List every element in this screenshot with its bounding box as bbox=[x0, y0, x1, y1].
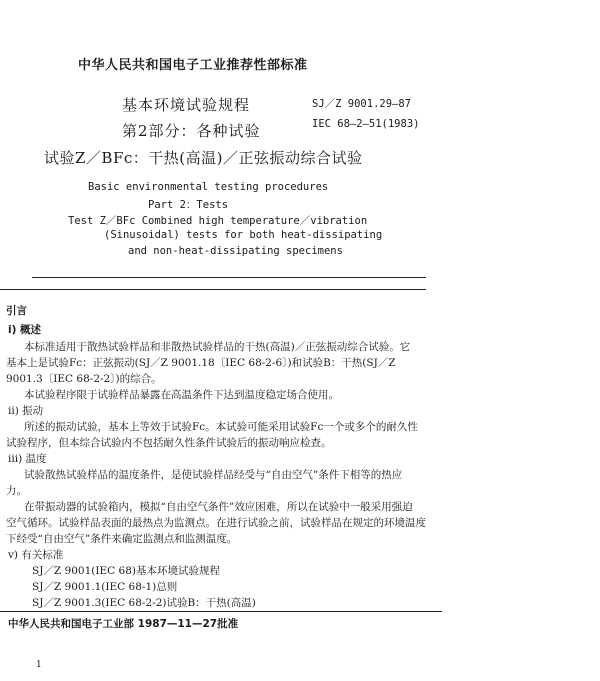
section-1-para1-line3: 9001.3〔IEC 68-2-2〕)的综合。 bbox=[6, 373, 162, 385]
title-en-line1: Basic environmental testing procedures bbox=[88, 181, 329, 193]
section-2-para1-line2: 试验程序，但本综合试验内不包括耐久性条件试验后的振动响应检查。 bbox=[6, 437, 332, 449]
title-en-line2: Part 2：Tests bbox=[148, 199, 229, 211]
header-divider-top bbox=[32, 277, 426, 278]
section-5-heading: v) 有关标准 bbox=[8, 549, 64, 561]
section-1-para1-line1: 本标准适用于散热试验样品和非散热试验样品的干热(高温)／正弦振动综合试验。它 bbox=[24, 341, 411, 353]
section-3-para1-line2: 力。 bbox=[6, 485, 27, 497]
section-1-para1-line2: 基本上是试验Fc：正弦振动(SJ／Z 9001.18〔IEC 68-2-6〕)和试验B：干热(SJ／Z bbox=[6, 357, 396, 369]
footer-divider bbox=[0, 611, 442, 612]
title-en-line5: and non-heat-dissipating specimens bbox=[128, 245, 343, 257]
title-en-line3: Test Z／BFc Combined high temperature／vibration bbox=[68, 215, 368, 227]
title-cn-line3: 试验Z／BFc：干热(高温)／正弦振动综合试验 bbox=[44, 149, 363, 167]
standard-org-header: 中华人民共和国电子工业推荐性部标准 bbox=[78, 58, 308, 73]
iec-number: IEC 68—2—51(1983) bbox=[312, 118, 420, 130]
section-1-para2: 本试验程序限于试验样品暴露在高温条件下达到温度稳定场合使用。 bbox=[24, 389, 339, 401]
section-2-para1-line1: 所述的振动试验，基本上等效于试验Fc。本试验可能采用试验Fc一个或多个的耐久性 bbox=[24, 421, 418, 433]
section-3-para1-line1: 试验散热试验样品的温度条件，是使试验样品经受与“自由空气”条件下相等的热应 bbox=[24, 469, 403, 481]
title-cn-line2: 第2部分：各种试验 bbox=[122, 122, 261, 140]
section-1-heading: i) 概述 bbox=[8, 324, 42, 336]
section-3-heading: iii) 温度 bbox=[8, 453, 47, 465]
section-3-para2-line2: 空气循环。试验样品表面的最热点为监测点。在进行试验之前，试验样品在规定的环境温度 bbox=[6, 517, 426, 529]
reference-1: SJ／Z 9001(IEC 68)基本环境试验规程 bbox=[32, 565, 220, 577]
title-cn-line1: 基本环境试验规程 bbox=[122, 96, 251, 114]
section-intro-heading: 引言 bbox=[6, 305, 27, 317]
section-3-para2-line3: 下经受“自由空气”条件来确定监测点和监测温度。 bbox=[6, 533, 238, 545]
title-en-line4: (Sinusoidal) tests for both heat-dissipating bbox=[104, 229, 383, 241]
section-2-heading: ii) 振动 bbox=[8, 405, 44, 417]
section-3-para2-line1: 在带振动器的试验箱内，模拟“自由空气条件”效应困难，所以在试验中一般采用强迫 bbox=[24, 501, 413, 513]
standard-number: SJ／Z 9001.29—87 bbox=[312, 98, 412, 110]
reference-3: SJ／Z 9001.3(IEC 68-2-2)试验B：干热(高温) bbox=[32, 597, 256, 609]
approval-line: 中华人民共和国电子工业部 1987—11—27批准 bbox=[8, 618, 239, 630]
header-divider-bottom bbox=[0, 289, 426, 290]
reference-2: SJ／Z 9001.1(IEC 68-1)总则 bbox=[32, 581, 178, 593]
page-number: 1 bbox=[36, 660, 42, 670]
